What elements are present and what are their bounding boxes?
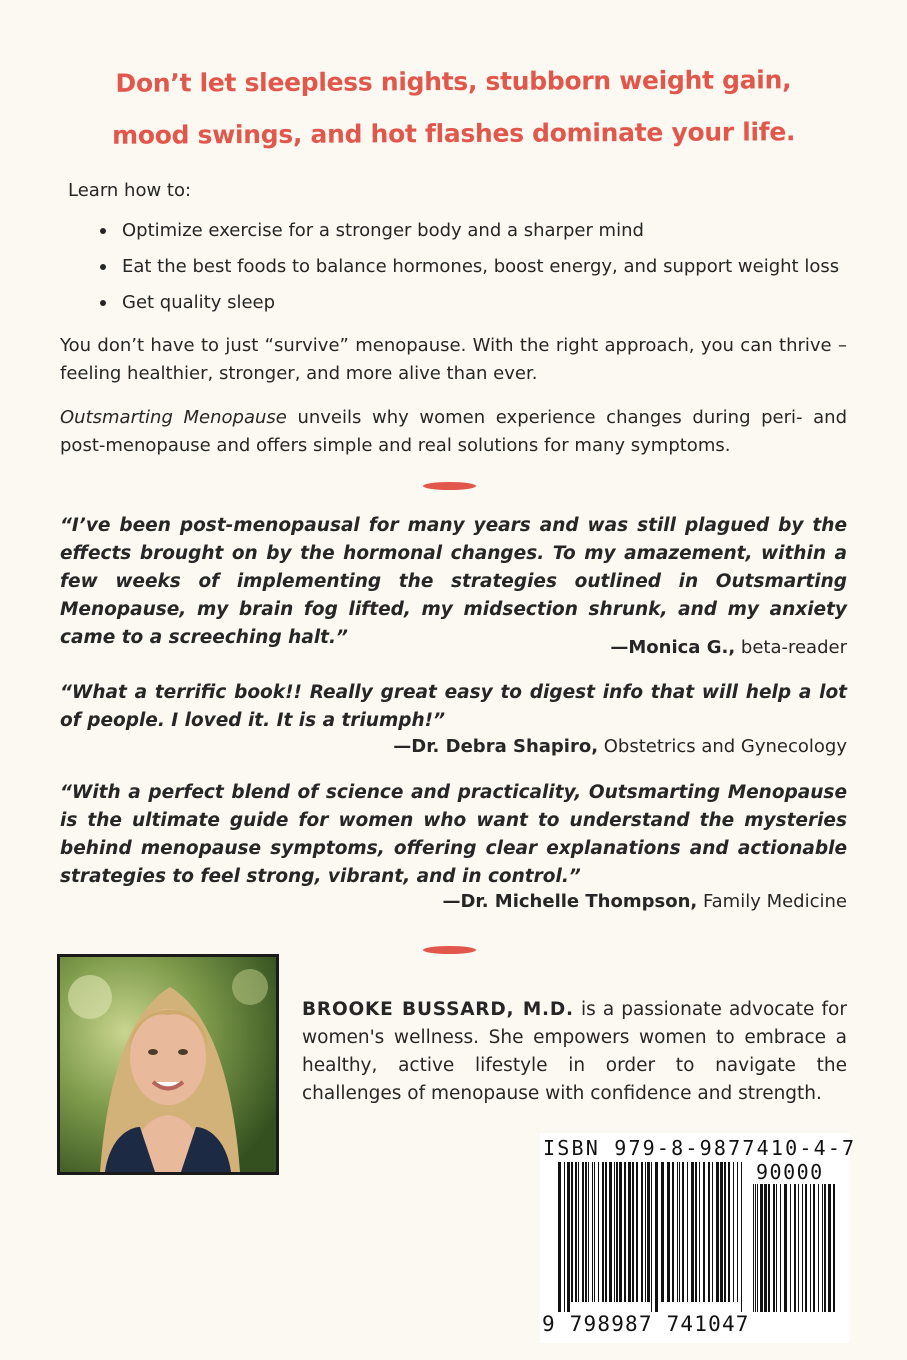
author-photo <box>57 954 279 1175</box>
barcode-bar <box>605 1162 607 1302</box>
barcode-bar <box>632 1162 634 1302</box>
testimonial-quote: “With a perfect blend of science and practicality, Outsmarting Menopause is the ultimate guide for women who want to understand the mysteries behind menopause symptoms, offering clear explanations and actionable strategies to feel strong, vibrant, and in control.” <box>60 782 847 887</box>
divider <box>423 482 476 490</box>
barcode-bar <box>824 1184 826 1312</box>
barcode-bar <box>724 1162 726 1302</box>
barcode-bar <box>687 1162 688 1302</box>
barcode-bar <box>691 1162 694 1302</box>
barcode-bar <box>628 1162 631 1302</box>
author-bio: BROOKE BUSSARD, M.D. is a passionate advocate for women's wellness. She empowers women to embrace a healthy, active lifestyle in order to navigate the challenges of menopause with confidence and strength. <box>302 999 847 1104</box>
testimonial-attribution: —Dr. Debra Shapiro, Obstetrics and Gynecology <box>393 736 847 757</box>
barcode-bar <box>798 1184 799 1312</box>
barcode-bar <box>728 1162 730 1302</box>
barcode-bar <box>802 1184 803 1312</box>
barcode-bars <box>558 1162 748 1312</box>
barcode-bar <box>737 1162 738 1302</box>
tagline-line-1: Don’t let sleepless nights, stubborn weight gain, <box>115 65 792 98</box>
barcode-bar <box>619 1162 622 1302</box>
barcode-bar <box>720 1162 723 1302</box>
barcode-bar <box>672 1162 674 1302</box>
list-item: Get quality sleep <box>100 290 839 326</box>
barcode-bar <box>716 1162 719 1302</box>
barcode-bar <box>616 1162 618 1302</box>
barcode-bar <box>741 1162 742 1312</box>
barcode-bar <box>790 1184 791 1312</box>
barcode-bar <box>571 1162 573 1302</box>
barcode-bar <box>828 1184 831 1312</box>
tagline-line-2: mood swings, and hot flashes dominate your life. <box>112 117 796 150</box>
bullet-icon <box>100 300 106 306</box>
barcode-bar <box>588 1162 589 1302</box>
testimonial-quote: “I’ve been post-menopausal for many years and was still plagued by the effects brought on by the hormonal changes. To my amazement, within a few weeks of implementing the strategies outlined in Outsmarting Menopause, my brain fog lifted, my midsection shrunk, and my anxiety came to a screeching halt.” <box>60 515 847 648</box>
barcode-bar <box>768 1184 770 1312</box>
author-portrait-icon <box>60 957 276 1172</box>
barcode-bar <box>575 1162 577 1302</box>
barcode-bar <box>833 1184 835 1312</box>
bullet-icon <box>100 228 106 234</box>
barcode-bar <box>609 1162 612 1302</box>
barcode-bar <box>682 1162 684 1302</box>
barcode-bar <box>776 1184 777 1312</box>
barcode-bar <box>679 1162 680 1302</box>
barcode-bar <box>733 1162 734 1302</box>
author-name: BROOKE BUSSARD, M.D. <box>302 999 574 1020</box>
bullet-icon <box>100 264 106 270</box>
barcode-bar <box>645 1162 646 1302</box>
barcode-bar <box>755 1184 756 1312</box>
testimonial-attribution: —Monica G., beta-reader <box>610 637 847 658</box>
barcode-bar <box>780 1184 781 1312</box>
barcode-bar <box>810 1184 811 1312</box>
list-item: Optimize exercise for a stronger body and a sharper mind <box>100 218 839 254</box>
barcode-bar <box>567 1162 570 1312</box>
price-code: 90000 <box>756 1160 824 1184</box>
barcode-bar <box>641 1162 643 1302</box>
learn-list <box>100 218 839 326</box>
learn-heading: Learn how to: <box>68 180 192 201</box>
testimonial-quote: “What a terrific book!! Really great easy to digest info that will help a lot of people. I loved it. It is a triumph!” <box>60 682 847 731</box>
barcode-bar <box>757 1184 758 1312</box>
barcode-bar <box>703 1162 705 1302</box>
barcode-bar <box>558 1162 561 1312</box>
barcode-bar <box>624 1162 626 1302</box>
tagline <box>60 54 848 162</box>
barcode-bar <box>699 1162 700 1302</box>
barcode-bar <box>602 1162 604 1302</box>
barcode-bar <box>667 1162 670 1302</box>
barcode-bar <box>813 1184 815 1312</box>
barcode-bar <box>582 1162 584 1302</box>
description-paragraph: Outsmarting Menopause unveils why women experience changes during peri- and post-menopause and offers simple and real solutions for many symptoms. <box>60 407 847 456</box>
barcode-bar <box>614 1162 615 1302</box>
barcode-bar <box>592 1162 593 1302</box>
barcode-bar <box>647 1162 650 1302</box>
barcode-bar <box>578 1162 579 1302</box>
barcode-bar <box>805 1184 807 1312</box>
barcode-bar <box>760 1184 763 1312</box>
barcode-digits: 9 798987 741047 <box>542 1312 750 1336</box>
barcode-bar <box>708 1162 710 1302</box>
isbn-label: ISBN 979-8-9877410-4-7 <box>543 1136 857 1160</box>
barcode-bar <box>818 1184 819 1312</box>
intro-paragraph: You don’t have to just “survive” menopause. With the right approach, you can thrive – feeling healthier, stronger, and more alive than ever. <box>60 335 847 384</box>
book-title: Outsmarting Menopause <box>60 407 287 428</box>
divider <box>423 946 476 954</box>
addon-barcode-bars <box>753 1184 843 1312</box>
barcode-bar <box>661 1162 664 1302</box>
barcode-bar <box>677 1162 678 1302</box>
barcode-bar <box>764 1184 767 1312</box>
barcode-bar <box>753 1184 754 1312</box>
barcode-bar <box>695 1162 697 1302</box>
barcode-bar <box>655 1162 658 1312</box>
barcode-bar <box>773 1184 775 1312</box>
testimonial-attribution: —Dr. Michelle Thompson, Family Medicine <box>442 891 847 912</box>
barcode-bar <box>636 1162 638 1302</box>
barcode-bar <box>794 1184 796 1312</box>
barcode-bar <box>651 1162 652 1312</box>
barcode-bar <box>784 1184 787 1312</box>
barcode-bar <box>822 1184 823 1312</box>
list-item: Eat the best foods to balance hormones, boost energy, and support weight loss <box>100 254 839 290</box>
barcode-bar <box>564 1162 565 1312</box>
barcode-bar <box>712 1162 713 1302</box>
barcode-bar <box>598 1162 599 1302</box>
barcode-bar <box>585 1162 587 1302</box>
barcode-bar <box>594 1162 595 1302</box>
